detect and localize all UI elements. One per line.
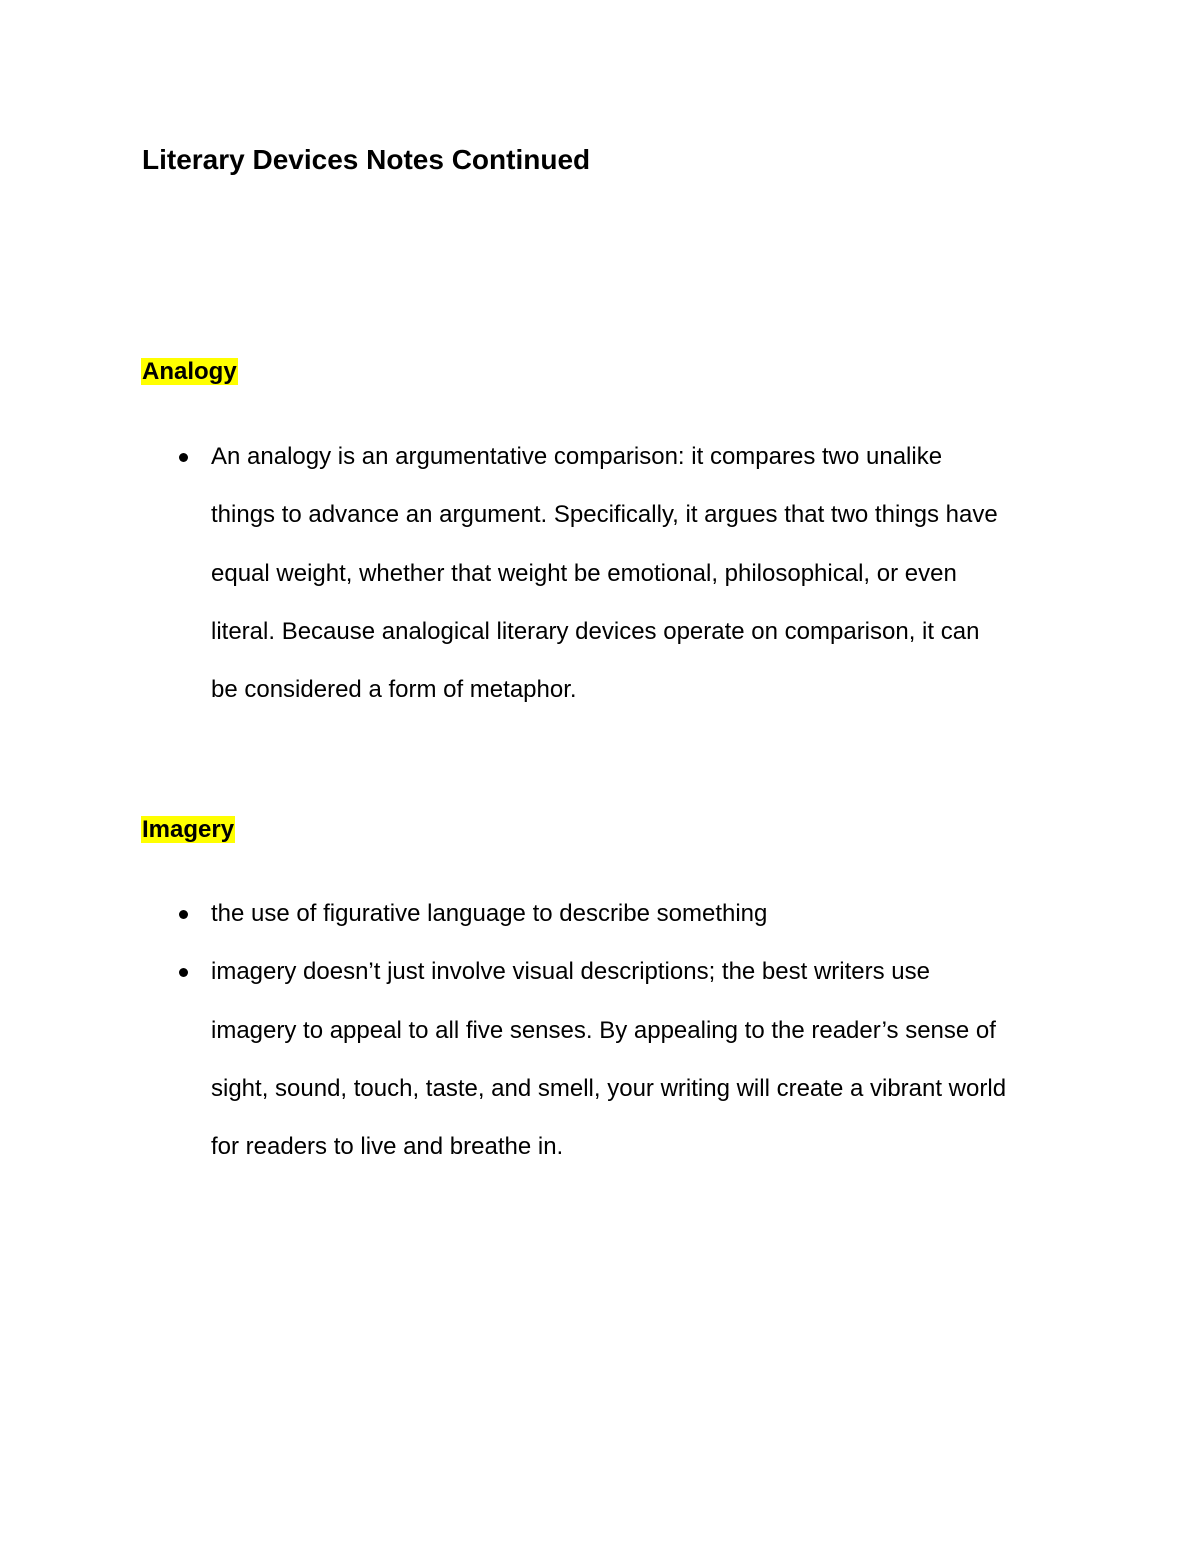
list-item xyxy=(0,428,1081,719)
text-line: literal. Because analogical literary devices operate on comparison, it can xyxy=(211,617,980,645)
text-line: be considered a form of metaphor. xyxy=(211,676,577,704)
bullet-text xyxy=(211,428,1081,719)
text-line: An analogy is an argumentative comparison: it compares two unalike xyxy=(211,443,943,470)
list-item xyxy=(0,885,1081,943)
document-title: Literary Devices Notes Continued xyxy=(142,144,591,175)
text-line: imagery doesn’t just involve visual descriptions; the best writers use xyxy=(211,958,930,986)
text-line: things to advance an argument. Specifically, it argues that two things have xyxy=(211,501,998,529)
bullet-text xyxy=(211,943,1081,1176)
section-heading-analogy xyxy=(141,357,238,387)
bullet-icon xyxy=(179,910,188,919)
text-line: for readers to live and breathe in. xyxy=(211,1133,564,1161)
bullet-icon xyxy=(179,968,188,977)
list-item xyxy=(0,943,1081,1176)
imagery-bullet-list xyxy=(0,885,1081,1176)
highlighted-heading-text: Analogy xyxy=(142,358,237,385)
analogy-bullet-list xyxy=(0,428,1081,719)
section-heading-imagery xyxy=(141,815,235,845)
text-line: sight, sound, touch, taste, and smell, your writing will create a vibrant world xyxy=(211,1074,1007,1102)
bullet-text xyxy=(211,885,1081,943)
text-line: the use of figurative language to describe something xyxy=(211,900,768,927)
text-line: imagery to appeal to all five senses. By appealing to the reader’s sense of xyxy=(211,1016,996,1044)
bullet-icon xyxy=(179,453,188,462)
text-line: equal weight, whether that weight be emotional, philosophical, or even xyxy=(211,559,957,587)
highlighted-heading-text: Imagery xyxy=(142,816,235,843)
